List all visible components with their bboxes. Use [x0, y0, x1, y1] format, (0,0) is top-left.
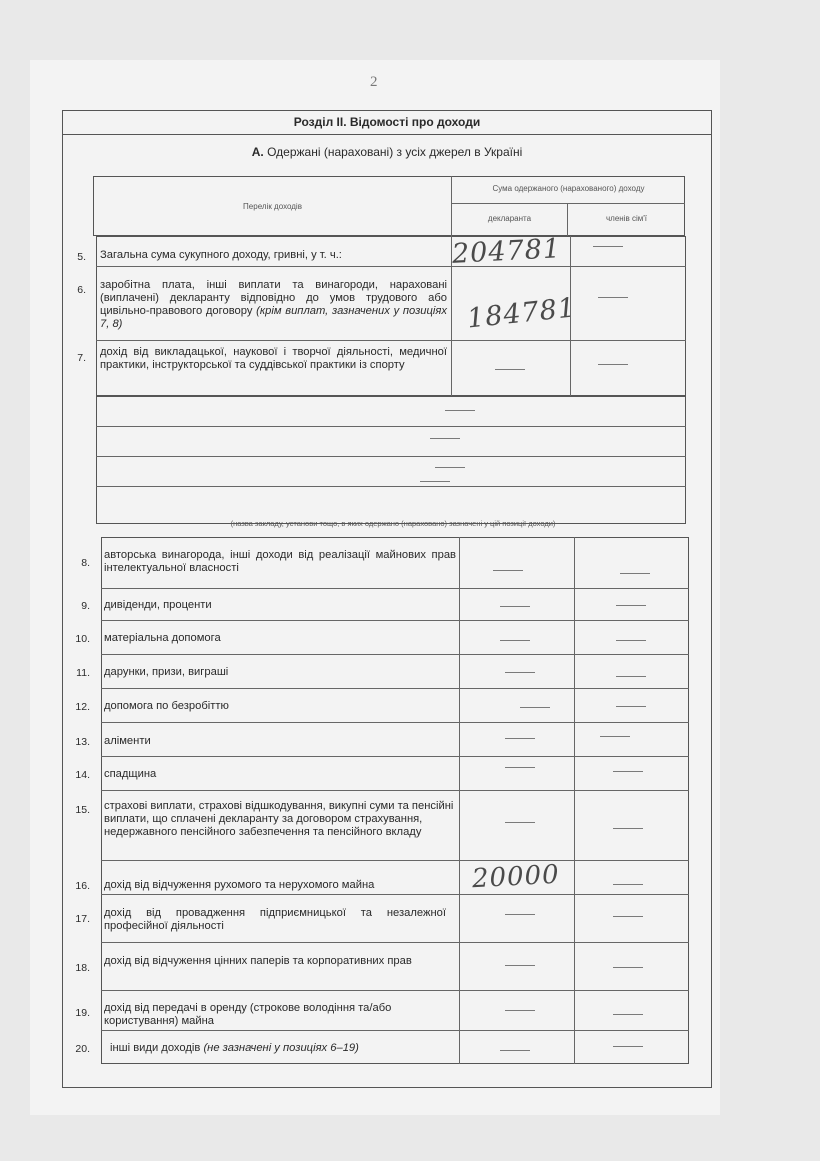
row-number: 20.: [75, 1043, 90, 1055]
row-number: 11.: [76, 667, 90, 679]
row-number: 10.: [75, 633, 90, 645]
family-amount-dash: [613, 771, 643, 772]
income-description: [110, 1042, 455, 1055]
row-number: 14.: [75, 769, 90, 781]
row-number: 13.: [75, 736, 90, 748]
subsection-text: Одержані (нараховані) з усіх джерел в Україні: [267, 145, 523, 159]
family-amount-dash: [616, 676, 646, 677]
row-number: 12.: [75, 701, 90, 713]
income-description: спадщина: [104, 768, 157, 780]
header-amount: Сума одержаного (нарахованого) доходу: [492, 184, 645, 193]
income-description: авторська винагорода, інші доходи від реалізації майнових прав інтелектуальної власності: [104, 549, 456, 574]
income-description: [100, 279, 447, 331]
family-amount-dash: [613, 967, 643, 968]
institution-note: (назва закладу, установи тощо, в яких одержано (нараховано) зазначені у цій позиції доходи): [230, 519, 556, 528]
income-description: дохід від провадження підприємницької та незалежної професійної діяльності: [104, 907, 446, 932]
subsection-letter: А.: [251, 145, 264, 159]
income-description: дохід від передачі в оренду (строкове володіння та/або користування) майна: [104, 1002, 392, 1027]
institution-lines: [96, 396, 686, 524]
handwritten-declarant-amount: 20000: [471, 859, 561, 895]
family-amount-dash: [613, 828, 643, 829]
declarant-amount-dash: [505, 672, 535, 673]
income-description: Загальна сума сукупного доходу, гривні, у т. ч.:: [100, 249, 342, 261]
income-description: дохід від відчуження цінних паперів та корпоративних прав: [104, 955, 412, 967]
income-description-text: інші види доходів: [110, 1042, 201, 1054]
income-description-italic: (не зазначені у позиціях 6–19): [203, 1042, 359, 1054]
declarant-amount-dash: [500, 1050, 530, 1051]
declarant-amount-dash: [493, 570, 523, 571]
family-amount-dash: [593, 246, 623, 247]
declarant-amount-dash: [505, 738, 535, 739]
row-number: 19.: [75, 1007, 90, 1019]
family-amount-dash: [613, 884, 643, 885]
header-declarant: декларанта: [487, 214, 532, 223]
income-description-italic: (крім виплат, зазначених у позиціях 7, 8): [100, 305, 447, 330]
row-number: 15.: [75, 804, 90, 816]
declarant-amount-dash: [505, 767, 535, 768]
family-amount-dash: [600, 736, 630, 737]
row-number: 6.: [77, 284, 86, 296]
income-description: аліменти: [104, 735, 151, 747]
declarant-amount-dash: [520, 707, 550, 708]
family-amount-dash: [616, 640, 646, 641]
income-description: дохід від викладацької, наукової і творчої діяльності, медичної практики, інструкторської та суддівської практики із спорту: [100, 346, 447, 371]
declarant-amount-dash: [505, 822, 535, 823]
row-number: 16.: [75, 880, 90, 892]
declarant-amount-dash: [500, 640, 530, 641]
row-number: 7.: [77, 352, 86, 364]
family-amount-dash: [613, 1014, 643, 1015]
income-description: матеріальна допомога: [104, 632, 221, 644]
declarant-amount-dash: [505, 914, 535, 915]
row-number: 5.: [77, 251, 86, 263]
family-amount-dash: [616, 706, 646, 707]
row-number: 8.: [81, 557, 90, 569]
subsection-title: [62, 140, 712, 164]
row-number: 9.: [81, 600, 90, 612]
income-description-text: заробітна плата, інші виплати та винагороди, нараховані (виплачені) декларанту відповідно до умов трудового або цивільно-правового договору: [100, 279, 447, 317]
income-description: страхові виплати, страхові відшкодування, викупні суми та пенсійні виплати, що сплачені декларанту за договором страхування, недержавного пенсійного забезпечення та пенсійного вкладу: [104, 800, 454, 838]
family-amount-dash: [613, 916, 643, 917]
income-description: дивіденди, проценти: [104, 599, 212, 611]
handwritten-declarant-amount: 204781: [451, 233, 562, 270]
family-amount-dash: [598, 364, 628, 365]
handwritten-declarant-amount: 184781: [465, 292, 578, 335]
family-amount-dash: [613, 1046, 643, 1047]
header-family: членів сім'ї: [606, 214, 647, 223]
family-amount-dash: [598, 297, 628, 298]
declarant-amount-dash: [505, 1010, 535, 1011]
declarant-amount-dash: [505, 965, 535, 966]
income-description: допомога по безробіттю: [104, 700, 229, 712]
declarant-amount-dash: [500, 606, 530, 607]
section-title: Розділ ІІ. Відомості про доходи: [62, 110, 712, 135]
page-number: 2: [370, 74, 378, 90]
income-description: дарунки, призи, виграші: [104, 666, 229, 678]
declarant-amount-dash: [495, 369, 525, 370]
row-number: 18.: [75, 962, 90, 974]
row-number: 17.: [75, 913, 90, 925]
family-amount-dash: [620, 573, 650, 574]
family-amount-dash: [616, 605, 646, 606]
header-income-list: Перелік доходів: [243, 202, 302, 211]
income-description: дохід від відчуження рухомого та нерухомого майна: [104, 879, 375, 891]
